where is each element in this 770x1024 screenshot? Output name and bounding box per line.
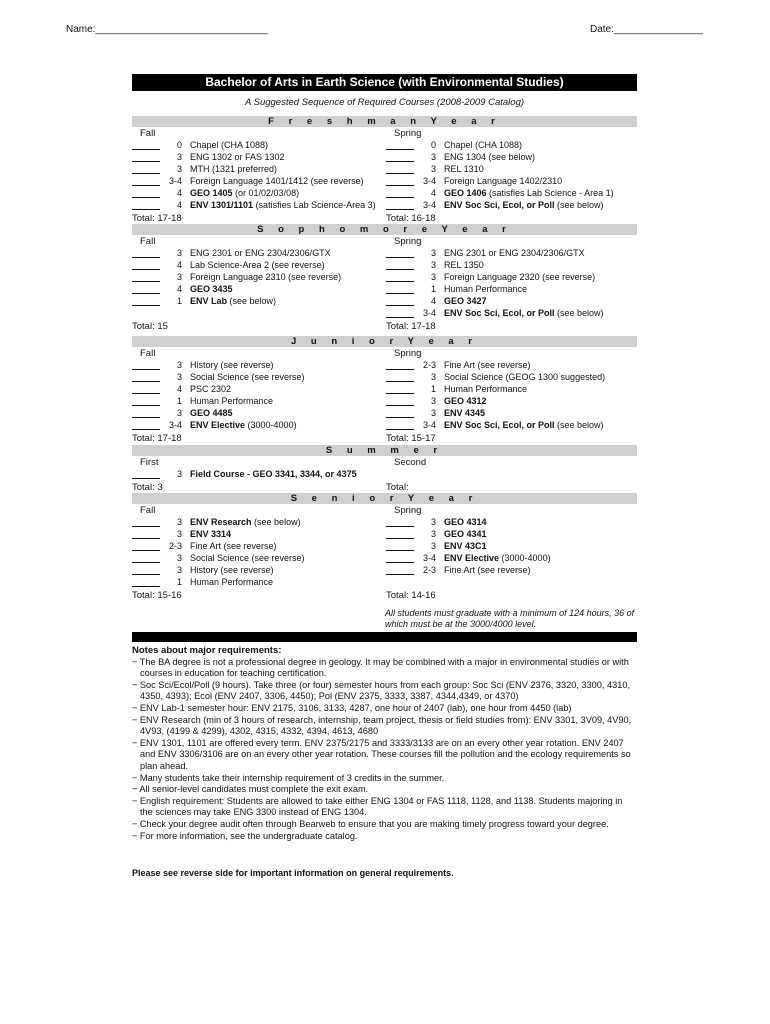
course-detail: Fine Art (see reverse) [444, 565, 531, 575]
course-row [386, 308, 636, 320]
course-row [132, 296, 382, 308]
name-field-label: Name:_______________________________ [66, 24, 268, 35]
course-name [190, 577, 273, 587]
course-row [132, 176, 382, 188]
credit-hours: 3 [176, 360, 182, 370]
course-name [444, 272, 595, 282]
term-label: Fall [140, 505, 156, 516]
grade-blank[interactable] [386, 393, 414, 394]
term-label: Fall [140, 128, 156, 139]
credit-hours: 3 [430, 260, 436, 270]
course-row [386, 360, 636, 372]
notes-list [132, 657, 637, 843]
course-name [444, 296, 487, 306]
course-detail: Social Science (see reverse) [190, 553, 305, 563]
course-name [444, 408, 485, 418]
grade-blank[interactable] [386, 257, 414, 258]
credit-hours: 1 [176, 396, 182, 406]
course-name [190, 296, 276, 306]
credit-hours: 0 [176, 140, 182, 150]
course-detail: Foreign Language 1401/1412 (see reverse) [190, 176, 364, 186]
credit-hours: 3 [430, 272, 436, 282]
credit-hours: 1 [176, 296, 182, 306]
date-field-label: Date:________________ [590, 24, 703, 35]
course-name [444, 152, 535, 162]
term-label: Spring [394, 505, 422, 516]
grade-blank[interactable] [132, 381, 160, 382]
credit-hours: 3-4 [422, 308, 436, 318]
grade-blank[interactable] [386, 173, 414, 174]
course-row [386, 396, 636, 408]
note-item: − The BA degree is not a professional degree in geology. It may be combined with a major in environmental studies or with courses in education for teaching certification. [132, 656, 629, 679]
credit-hours: 4 [430, 296, 436, 306]
course-row [386, 384, 636, 396]
course-detail: REL 1350 [444, 260, 484, 270]
course-row [386, 272, 636, 284]
credit-hours: 2-3 [422, 565, 436, 575]
credit-hours: 1 [176, 577, 182, 587]
course-detail: Human Performance [444, 384, 528, 394]
term-total: Total: [386, 482, 409, 493]
grade-blank[interactable] [386, 417, 414, 418]
credit-hours: 3 [176, 408, 182, 418]
course-row [132, 541, 382, 553]
course-name [444, 176, 562, 186]
course-name [190, 152, 285, 162]
credit-hours: 4 [176, 188, 182, 198]
course-row [132, 272, 382, 284]
note-item: − ENV Lab-1 semester hour: ENV 2175, 3106, 3133, 4287, one hour of 2407 (lab), one hour from 4450 (lab) [132, 702, 572, 713]
grade-blank[interactable] [132, 586, 160, 587]
course-row [132, 188, 382, 200]
course-row [132, 164, 382, 176]
credit-hours: 4 [176, 284, 182, 294]
credit-hours: 3 [176, 248, 182, 258]
credit-hours: 3-4 [422, 200, 436, 210]
course-detail: Fine Art (see reverse) [190, 541, 277, 551]
course-row [132, 469, 382, 481]
grade-blank[interactable] [386, 574, 414, 575]
course-code-bold: GEO 4485 [190, 408, 233, 418]
course-name [190, 360, 274, 370]
course-name [190, 248, 331, 258]
course-row [386, 284, 636, 296]
course-row [132, 408, 382, 420]
credit-hours: 3 [176, 152, 182, 162]
course-detail: Foreign Language 2310 (see reverse) [190, 272, 342, 282]
grade-blank[interactable] [386, 369, 414, 370]
course-code-bold: GEO 4312 [444, 396, 487, 406]
course-row [132, 529, 382, 541]
note-item: − Many students take their internship requirement of 3 credits in the summer. [132, 772, 445, 783]
course-detail: Foreign Language 2320 (see reverse) [444, 272, 596, 282]
credit-hours: 3 [176, 469, 182, 479]
credit-hours: 3-4 [168, 420, 182, 430]
course-code-bold: ENV Research [190, 517, 252, 527]
course-detail: Human Performance [190, 577, 274, 587]
course-detail: History (see reverse) [190, 360, 274, 370]
grade-blank[interactable] [386, 293, 414, 294]
course-code-bold: ENV 43C1 [444, 541, 487, 551]
credit-hours: 2-3 [422, 360, 436, 370]
section [132, 224, 637, 336]
course-name [190, 529, 231, 539]
credit-hours: 4 [430, 188, 436, 198]
term-total: Total: 15-16 [132, 590, 182, 601]
course-name [444, 188, 614, 198]
grade-blank[interactable] [386, 281, 414, 282]
term-total: Total: 17-18 [132, 213, 182, 224]
course-detail: (3000-4000) [499, 553, 551, 563]
divider-bar [132, 632, 637, 642]
course-name [190, 188, 299, 198]
course-name [190, 176, 364, 186]
section-header: J u n i o r Y e a r [132, 336, 637, 347]
course-detail: (satisfies Lab Science-Area 3) [253, 200, 376, 210]
course-name [444, 517, 487, 527]
course-code-bold: ENV 3314 [190, 529, 232, 539]
document-title: Bachelor of Arts in Earth Science (with Environmental Studies) [132, 74, 637, 91]
term-total: Total: 3 [132, 482, 163, 493]
course-detail: Lab Science-Area 2 (see reverse) [190, 260, 325, 270]
term-label: Second [394, 457, 427, 468]
grade-blank[interactable] [132, 429, 160, 430]
course-name [190, 260, 325, 270]
course-row [386, 565, 636, 577]
section-header: S o p h o m o r e Y e a r [132, 224, 637, 235]
course-name [190, 200, 376, 210]
course-row [386, 140, 636, 152]
credit-hours: 4 [176, 200, 182, 210]
course-code-bold: ENV Soc Sci, Ecol, or Poll [444, 420, 555, 430]
course-code-bold: GEO 4314 [444, 517, 487, 527]
course-row [386, 372, 636, 384]
course-name [190, 469, 357, 479]
course-row [386, 152, 636, 164]
course-row [132, 284, 382, 296]
grade-blank[interactable] [132, 305, 160, 306]
course-code-bold: ENV 4345 [444, 408, 486, 418]
credit-hours: 3 [430, 372, 436, 382]
term-total: Total: 14-16 [386, 590, 436, 601]
grade-blank[interactable] [386, 209, 414, 210]
grade-blank[interactable] [386, 562, 414, 563]
course-name [190, 565, 274, 575]
credit-hours: 3 [430, 517, 436, 527]
grade-blank[interactable] [386, 429, 414, 430]
course-detail: ENG 2301 or ENG 2304/2306/GTX [444, 248, 585, 258]
course-row [386, 200, 636, 212]
section [132, 116, 637, 228]
course-name [190, 272, 341, 282]
credit-hours: 1 [430, 284, 436, 294]
course-row [386, 420, 636, 432]
course-name [444, 384, 527, 394]
credit-hours: 3 [176, 565, 182, 575]
term-label: Spring [394, 128, 422, 139]
course-detail: History (see reverse) [190, 565, 274, 575]
course-name [444, 248, 585, 258]
grade-blank[interactable] [386, 149, 414, 150]
grade-blank[interactable] [132, 574, 160, 575]
course-name [190, 408, 233, 418]
course-detail: ENG 1304 (see below) [444, 152, 536, 162]
course-row [132, 420, 382, 432]
closing-note: Please see reverse side for important information on general requirements. [132, 868, 454, 878]
credit-hours: 3 [176, 529, 182, 539]
credit-hours: 3-4 [422, 176, 436, 186]
credit-hours: 0 [430, 140, 436, 150]
course-row [132, 384, 382, 396]
grade-blank[interactable] [132, 281, 160, 282]
credit-hours: 3 [430, 396, 436, 406]
course-name [444, 420, 604, 430]
course-code-bold: GEO 1406 [444, 188, 487, 198]
course-detail: (see below) [554, 308, 604, 318]
course-row [386, 296, 636, 308]
credit-hours: 3 [430, 541, 436, 551]
course-name [444, 372, 605, 382]
course-row [386, 553, 636, 565]
course-detail: ENG 1302 or FAS 1302 [190, 152, 285, 162]
grade-blank[interactable] [386, 161, 414, 162]
course-name [190, 517, 301, 527]
course-name [190, 553, 305, 563]
credit-hours: 1 [430, 384, 436, 394]
course-code-bold: ENV Soc Sci, Ecol, or Poll [444, 200, 555, 210]
grade-blank[interactable] [132, 173, 160, 174]
grade-blank[interactable] [132, 269, 160, 270]
note-item: − All senior-level candidates must complete the exit exam. [132, 784, 369, 795]
grade-blank[interactable] [386, 550, 414, 551]
course-detail: (see below) [554, 420, 604, 430]
credit-hours: 4 [176, 260, 182, 270]
graduation-footnote: All students must graduate with a minimum of 124 hours, 36 of which must be at the 3000/4000 level. [385, 608, 635, 629]
course-detail: Chapel (CHA 1088) [444, 140, 523, 150]
course-name [444, 565, 531, 575]
grade-blank[interactable] [132, 185, 160, 186]
grade-blank[interactable] [132, 257, 160, 258]
course-code-bold: GEO 1405 [190, 188, 233, 198]
course-detail: Human Performance [190, 396, 274, 406]
course-detail: (3000-4000) [245, 420, 297, 430]
course-row [132, 260, 382, 272]
grade-blank[interactable] [132, 393, 160, 394]
course-row [132, 200, 382, 212]
credit-hours: 2-3 [168, 541, 182, 551]
course-row [132, 396, 382, 408]
course-name [190, 541, 277, 551]
term-label: First [140, 457, 159, 468]
term-label: Fall [140, 236, 156, 247]
course-detail: (see below) [554, 200, 604, 210]
credit-hours: 3-4 [422, 420, 436, 430]
course-detail: MTH (1321 preferred) [190, 164, 278, 174]
section-header: F r e s h m a n Y e a r [132, 116, 637, 127]
note-item: − For more information, see the undergraduate catalog. [132, 830, 358, 841]
grade-blank[interactable] [132, 197, 160, 198]
course-row [386, 164, 636, 176]
course-detail: Fine Art (see reverse) [444, 360, 531, 370]
section [132, 445, 637, 493]
course-name [444, 396, 487, 406]
course-name [190, 384, 231, 394]
course-detail: Social Science (see reverse) [190, 372, 305, 382]
course-name [444, 260, 484, 270]
grade-blank[interactable] [132, 538, 160, 539]
course-name [444, 308, 604, 318]
term-label: Spring [394, 348, 422, 359]
grade-blank[interactable] [132, 478, 160, 479]
term-total: Total: 17-18 [132, 433, 182, 444]
course-detail: REL 1310 [444, 164, 484, 174]
course-row [132, 565, 382, 577]
credit-hours: 3-4 [422, 553, 436, 563]
course-row [386, 188, 636, 200]
grade-blank[interactable] [132, 209, 160, 210]
course-code-bold: GEO 4341 [444, 529, 487, 539]
term-total: Total: 17-18 [386, 321, 436, 332]
course-name [190, 164, 277, 174]
course-detail: PSC 2302 [190, 384, 232, 394]
course-row [386, 517, 636, 529]
grade-blank[interactable] [132, 293, 160, 294]
grade-blank[interactable] [386, 526, 414, 527]
grade-blank[interactable] [386, 381, 414, 382]
course-code-bold: GEO 3427 [444, 296, 487, 306]
grade-blank[interactable] [132, 526, 160, 527]
grade-blank[interactable] [132, 562, 160, 563]
credit-hours: 3 [430, 248, 436, 258]
section [132, 336, 637, 445]
credit-hours: 4 [176, 384, 182, 394]
credit-hours: 3 [176, 372, 182, 382]
course-detail: Social Science (GEOG 1300 suggested) [444, 372, 606, 382]
course-code-bold: ENV Elective [444, 553, 500, 563]
course-detail: (satisfies Lab Science - Area 1) [486, 188, 614, 198]
course-detail: (see below) [251, 517, 301, 527]
notes-section [132, 645, 637, 842]
course-detail: Chapel (CHA 1088) [190, 140, 269, 150]
credit-hours: 3 [176, 272, 182, 282]
course-code-bold: ENV Lab [190, 296, 228, 306]
course-row [132, 553, 382, 565]
course-name [444, 140, 522, 150]
note-item: − ENV 1301, 1101 are offered every term. ENV 2375/2175 and 3333/3133 are on an every other year rotation. ENV 2407 and ENV 3306/3106 are on an every other year rotation. These courses fill the pollution and the ecology requirements so plan ahead. [132, 737, 631, 771]
grade-blank[interactable] [386, 317, 414, 318]
course-row [386, 529, 636, 541]
course-name [444, 541, 487, 551]
grade-blank[interactable] [132, 149, 160, 150]
course-detail: ENG 2301 or ENG 2304/2306/GTX [190, 248, 331, 258]
term-label: Fall [140, 348, 156, 359]
term-label: Spring [394, 236, 422, 247]
course-row [132, 360, 382, 372]
course-row [386, 260, 636, 272]
credit-hours: 3-4 [168, 176, 182, 186]
term-total: Total: 16-18 [386, 213, 436, 224]
credit-hours: 3 [430, 529, 436, 539]
course-name [190, 372, 305, 382]
course-row [132, 517, 382, 529]
grade-blank[interactable] [386, 305, 414, 306]
course-name [190, 396, 273, 406]
course-code-bold: ENV Elective [190, 420, 246, 430]
course-row [132, 372, 382, 384]
course-name [190, 140, 268, 150]
credit-hours: 3 [176, 553, 182, 563]
credit-hours: 3 [430, 164, 436, 174]
notes-title: Notes about major requirements: [132, 645, 282, 656]
course-row [386, 248, 636, 260]
course-detail: (or 01/02/03/08) [232, 188, 300, 198]
section-header: S e n i o r Y e a r [132, 493, 637, 504]
grade-blank[interactable] [132, 369, 160, 370]
course-row [132, 248, 382, 260]
course-code-bold: ENV Soc Sci, Ecol, or Poll [444, 308, 555, 318]
grade-blank[interactable] [132, 161, 160, 162]
section [132, 493, 637, 613]
term-total: Total: 15 [132, 321, 168, 332]
course-name [444, 200, 604, 210]
note-item: − ENV Research (min of 3 hours of research, internship, team project, thesis or field studies from): ENV 3301, 3V09, 4V90, 4V93, (4199 & 4299), 4302, 4315, 4332, 4394, 4613, 4680 [132, 714, 632, 737]
grade-blank[interactable] [386, 538, 414, 539]
course-name [190, 284, 233, 294]
course-row [386, 408, 636, 420]
course-row [132, 577, 382, 589]
grade-blank[interactable] [132, 550, 160, 551]
grade-blank[interactable] [386, 405, 414, 406]
course-code-bold: GEO 3435 [190, 284, 233, 294]
grade-blank[interactable] [132, 417, 160, 418]
credit-hours: 3 [176, 164, 182, 174]
grade-blank[interactable] [386, 269, 414, 270]
course-row [132, 140, 382, 152]
course-detail: (see below) [227, 296, 277, 306]
course-row [386, 176, 636, 188]
course-code-bold: Field Course - GEO 3341, 3344, or 4375 [190, 469, 357, 479]
course-row [386, 541, 636, 553]
course-detail: Foreign Language 1402/2310 [444, 176, 563, 186]
credit-hours: 3 [176, 517, 182, 527]
note-item: − English requirement: Students are allowed to take either ENG 1304 or FAS 1118, 1128, and 1138. Students majoring in the sciences may take ENG 3300 instead of ENG 1304. [132, 795, 623, 818]
credit-hours: 3 [430, 152, 436, 162]
grade-blank[interactable] [132, 405, 160, 406]
grade-blank[interactable] [386, 197, 414, 198]
course-detail: Human Performance [444, 284, 528, 294]
course-name [444, 360, 531, 370]
course-name [444, 529, 487, 539]
course-name [190, 420, 297, 430]
section-header: S u m m e r [132, 445, 637, 456]
course-name [444, 164, 484, 174]
course-name [444, 284, 527, 294]
note-item: − Check your degree audit often through Bearweb to ensure that you are making timely progress toward your degree. [132, 818, 609, 829]
grade-blank[interactable] [386, 185, 414, 186]
credit-hours: 3 [430, 408, 436, 418]
document-subtitle: A Suggested Sequence of Required Courses (2008-2009 Catalog) [244, 97, 525, 108]
course-name [444, 553, 551, 563]
course-code-bold: ENV 1301/1101 [190, 200, 254, 210]
term-total: Total: 15-17 [386, 433, 436, 444]
course-row [132, 152, 382, 164]
note-item: − Soc Sci/Ecol/Poll (9 hours). Take three (or four) semester hours from each group: Soc Sci (ENV 2376, 3320, 3300, 4310, 4350, 4393); Ecol (ENV 2407, 3306, 4450); Pol (ENV 2375, 3333, 3387, 4344,4349, or 4370) [132, 679, 630, 702]
